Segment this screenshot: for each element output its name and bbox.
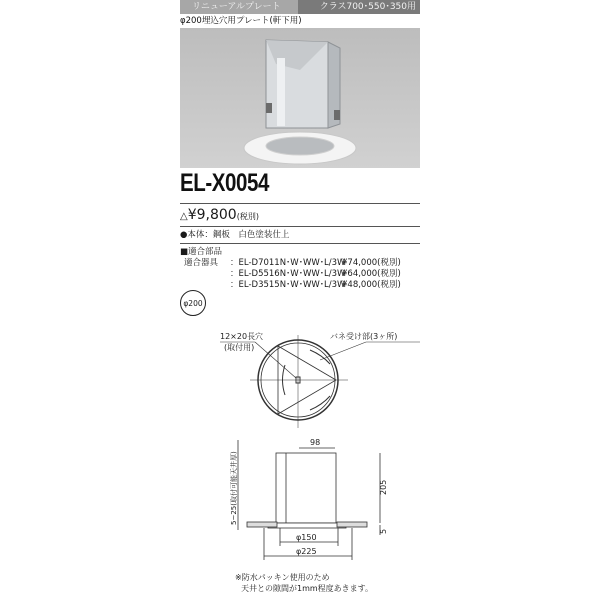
dim-ceiling: 5~25(取付可能天井厚) [230,451,238,525]
note-line-1: ※防水パッキン使用のため [235,573,330,582]
divider [180,243,420,244]
dim-width: 98 [310,438,321,447]
header-bar [180,0,420,14]
model-number: EL-X0054 [180,169,270,197]
technical-drawing [180,320,420,570]
part-name: ：EL-D7011N･W･WW･L/3W [230,258,346,268]
parts-heading: ■適合部品 [180,247,223,257]
body-spec: ●本体：鋼板 白色塗装仕上 [180,230,290,240]
price-prefix: △ [180,211,188,222]
parts-row [180,269,401,280]
dim-inner: φ150 [296,533,317,542]
product-subtitle: φ200埋込穴用プレート(軒下用) [180,16,302,26]
parts-row [180,280,401,291]
part-price: ¥64,000(税別) [342,269,401,279]
spring-callout: バネ受け部(3ヶ所) [330,332,398,341]
price-value: ¥9,800 [187,207,237,223]
part-price: ¥74,000(税別) [342,258,401,268]
waterproof-note [235,572,373,594]
cutout-size-badge: φ200 [180,290,206,316]
part-name: ：EL-D5516N･W･WW･L/3W [230,269,346,279]
renewal-plate-image [180,28,420,168]
part-price: ¥48,000(税別) [342,280,401,290]
parts-label: 適合器具 [184,258,219,268]
dim-flange: 5 [379,528,388,534]
compatible-parts [180,247,401,291]
divider [180,203,420,204]
product-sheet [180,0,420,600]
part-name: ：EL-D3515N･W･WW･L/3W [230,280,346,290]
product-photo [180,28,420,168]
price-line [180,207,259,225]
dim-outer: φ225 [296,547,317,556]
category-label: リニューアルプレート [180,0,298,14]
slot-callout-sub: (取付用) [224,343,255,352]
side-view [238,440,380,560]
price-tax: (税別) [236,212,259,221]
parts-row [180,258,401,269]
divider [180,226,420,227]
dim-height: 205 [379,479,388,495]
slot-callout: 12×20長穴 [220,332,264,341]
note-line-2: 天井との隙間が1mm程度あきます。 [241,584,374,593]
class-label: クラス700･550･350用 [298,0,420,14]
